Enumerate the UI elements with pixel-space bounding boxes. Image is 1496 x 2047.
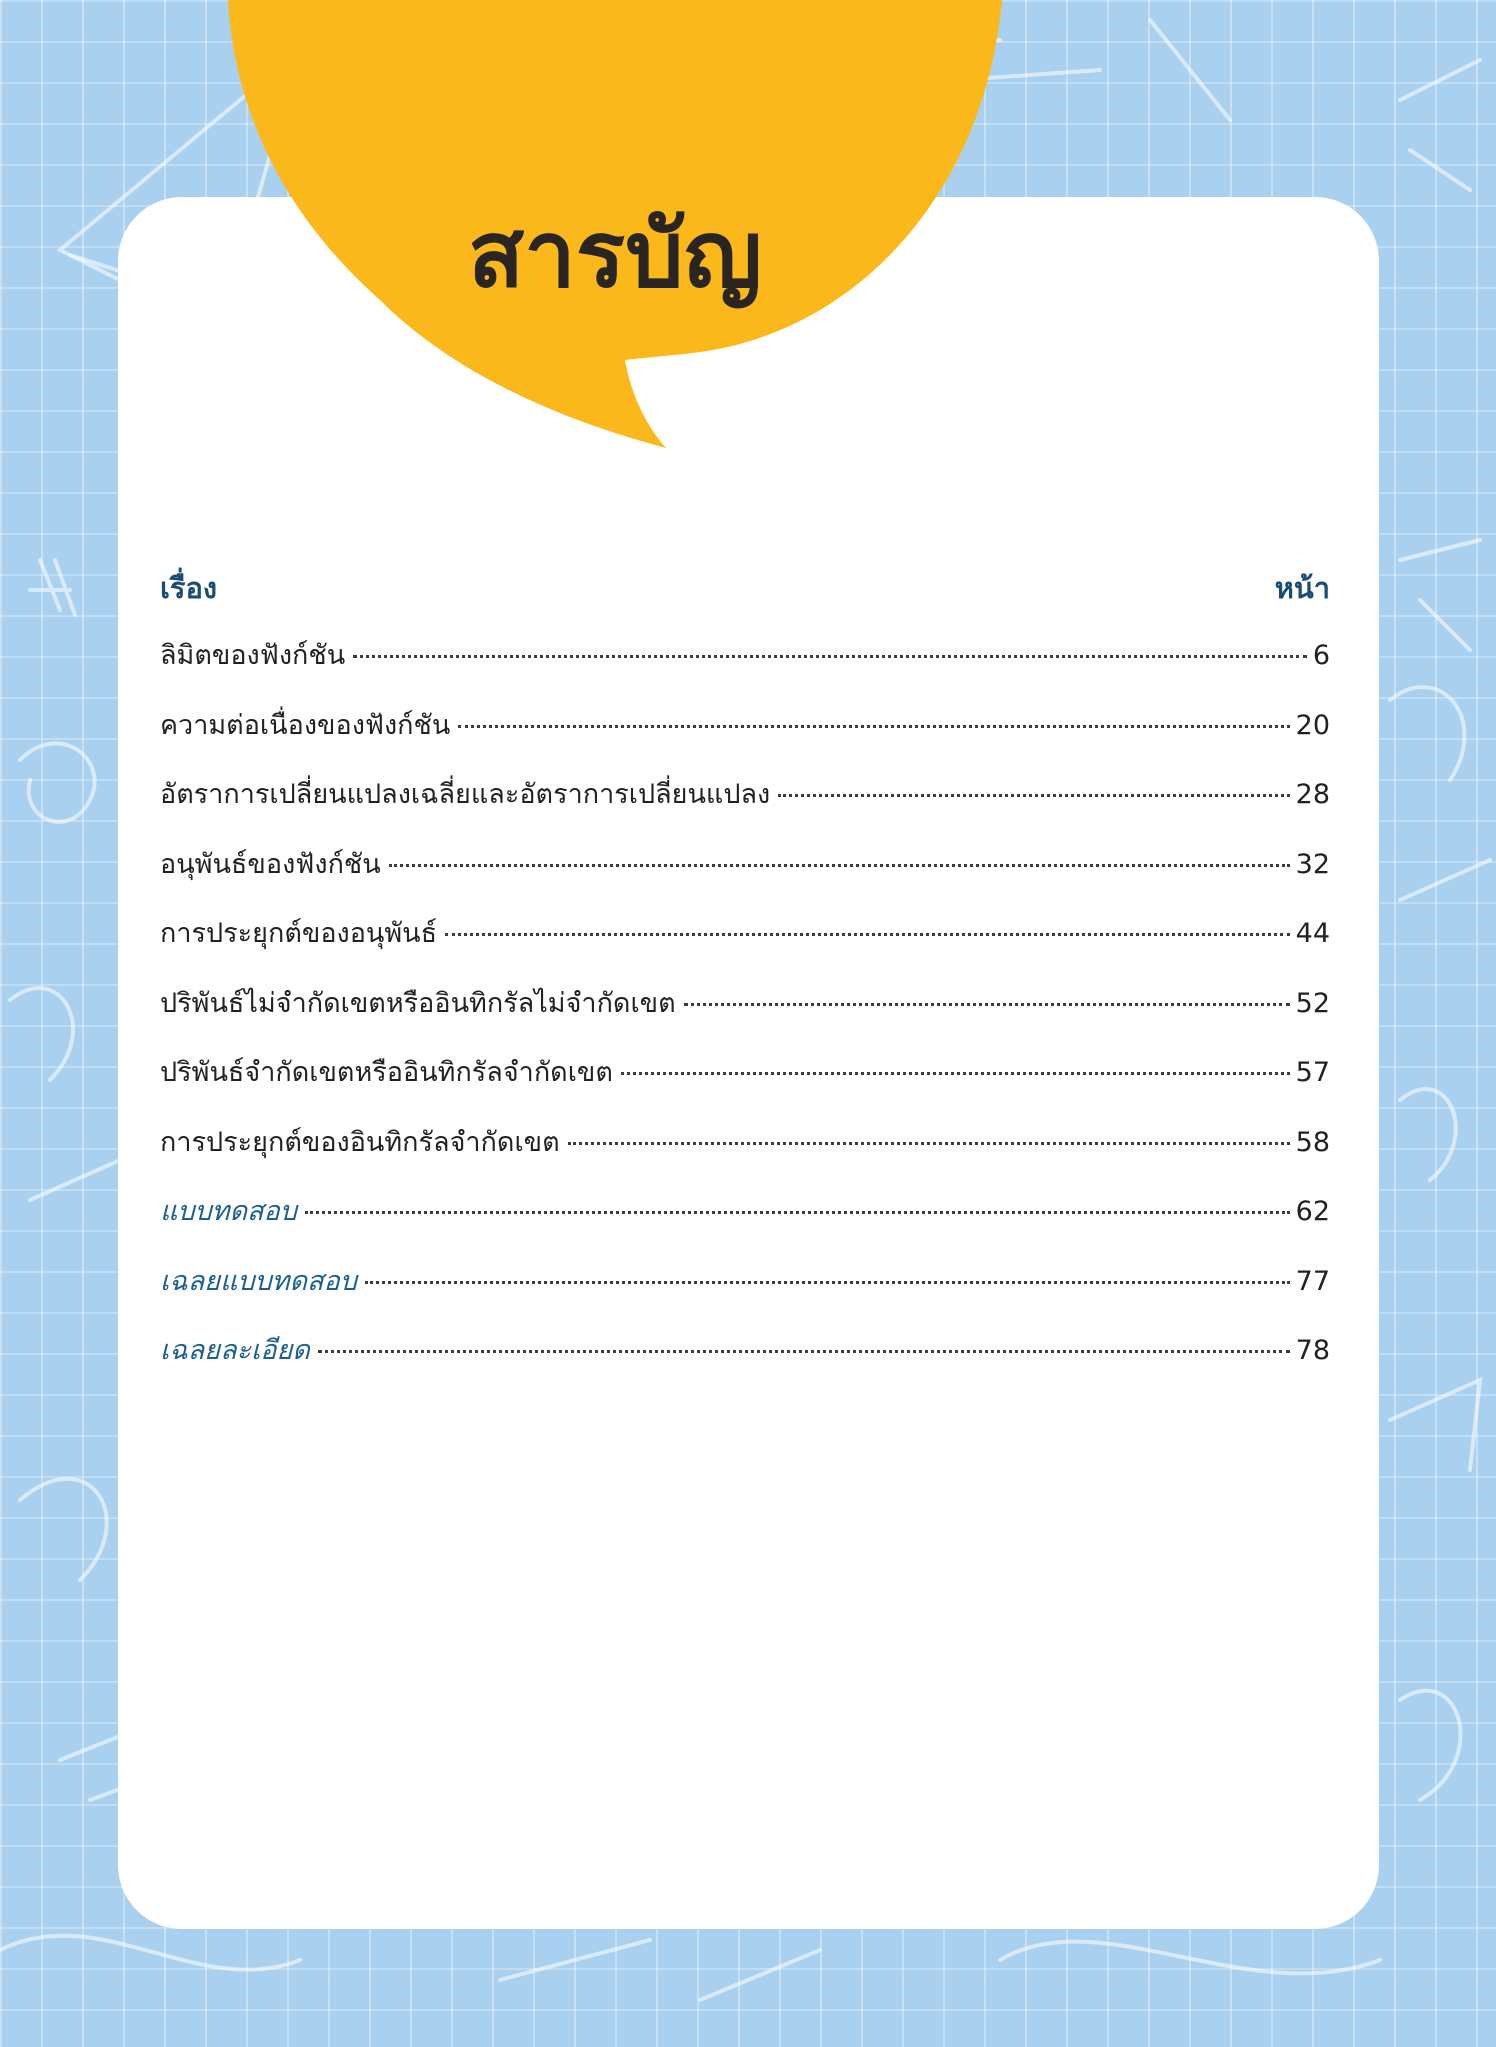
dot-leader (458, 725, 1289, 728)
toc-entry-page: 6 (1312, 640, 1330, 671)
toc-entry (160, 703, 1330, 773)
toc-entry-page: 28 (1295, 779, 1330, 810)
toc-entry-title: ลิมิตของฟังก์ชัน (160, 640, 346, 671)
dot-leader (568, 1142, 1290, 1145)
toc-entry-title: ปริพันธ์จำกัดเขตหรืออินทิกรัลจำกัดเขต (160, 1057, 613, 1088)
toc-entry-page: 58 (1295, 1126, 1330, 1158)
dot-leader (389, 864, 1290, 867)
dot-leader (445, 933, 1290, 936)
toc-entry (160, 1050, 1330, 1120)
toc-entry (160, 633, 1330, 703)
toc-entry-page: 52 (1295, 987, 1330, 1019)
topic-column-label: เรื่อง (160, 571, 218, 605)
toc-entry-page: 78 (1295, 1335, 1330, 1366)
toc-entry-page: 44 (1295, 918, 1330, 949)
toc-entry (160, 1328, 1330, 1398)
toc-entry-title: ปริพันธ์ไม่จำกัดเขตหรืออินทิกรัลไม่จำกัดเขต (160, 987, 676, 1019)
toc-entry-title: การประยุกต์ของอินทิกรัลจำกัดเขต (160, 1126, 560, 1158)
dot-leader (684, 1003, 1290, 1006)
toc-entry (160, 1259, 1330, 1329)
dot-leader (621, 1072, 1290, 1075)
toc-entry-title: อัตราการเปลี่ยนแปลงเฉลี่ยและอัตราการเปลี่ยนแปลง (160, 779, 771, 810)
toc-entry-page: 32 (1295, 848, 1330, 880)
toc-list (160, 633, 1330, 1398)
dot-leader (318, 1350, 1290, 1353)
toc-entry (160, 981, 1330, 1051)
toc-entry-title: แบบทดสอบ (160, 1196, 297, 1227)
toc-entry (160, 911, 1330, 981)
toc-entry-page: 20 (1295, 709, 1330, 741)
toc-entry-title: ความต่อเนื่องของฟังก์ชัน (160, 709, 451, 741)
toc-entry (160, 842, 1330, 912)
toc-entry (160, 1120, 1330, 1190)
page-title: สารบัญ (467, 201, 762, 308)
toc-entry-title: เฉลยแบบทดสอบ (160, 1265, 357, 1297)
toc-entry (160, 772, 1330, 842)
toc-entry (160, 1189, 1330, 1259)
page-column-label: หน้า (1274, 571, 1330, 605)
toc-entry-title: เฉลยละเอียด (160, 1335, 310, 1366)
toc-entry-page: 57 (1295, 1057, 1330, 1088)
toc-header (160, 565, 1330, 615)
dot-leader (305, 1211, 1290, 1214)
dot-leader (353, 655, 1307, 658)
dot-leader (365, 1281, 1290, 1284)
dot-leader (778, 794, 1289, 797)
toc-entry-page: 62 (1295, 1196, 1330, 1227)
toc-entry-page: 77 (1295, 1265, 1330, 1297)
toc-entry-title: การประยุกต์ของอนุพันธ์ (160, 918, 438, 949)
toc-entry-title: อนุพันธ์ของฟังก์ชัน (160, 848, 381, 880)
